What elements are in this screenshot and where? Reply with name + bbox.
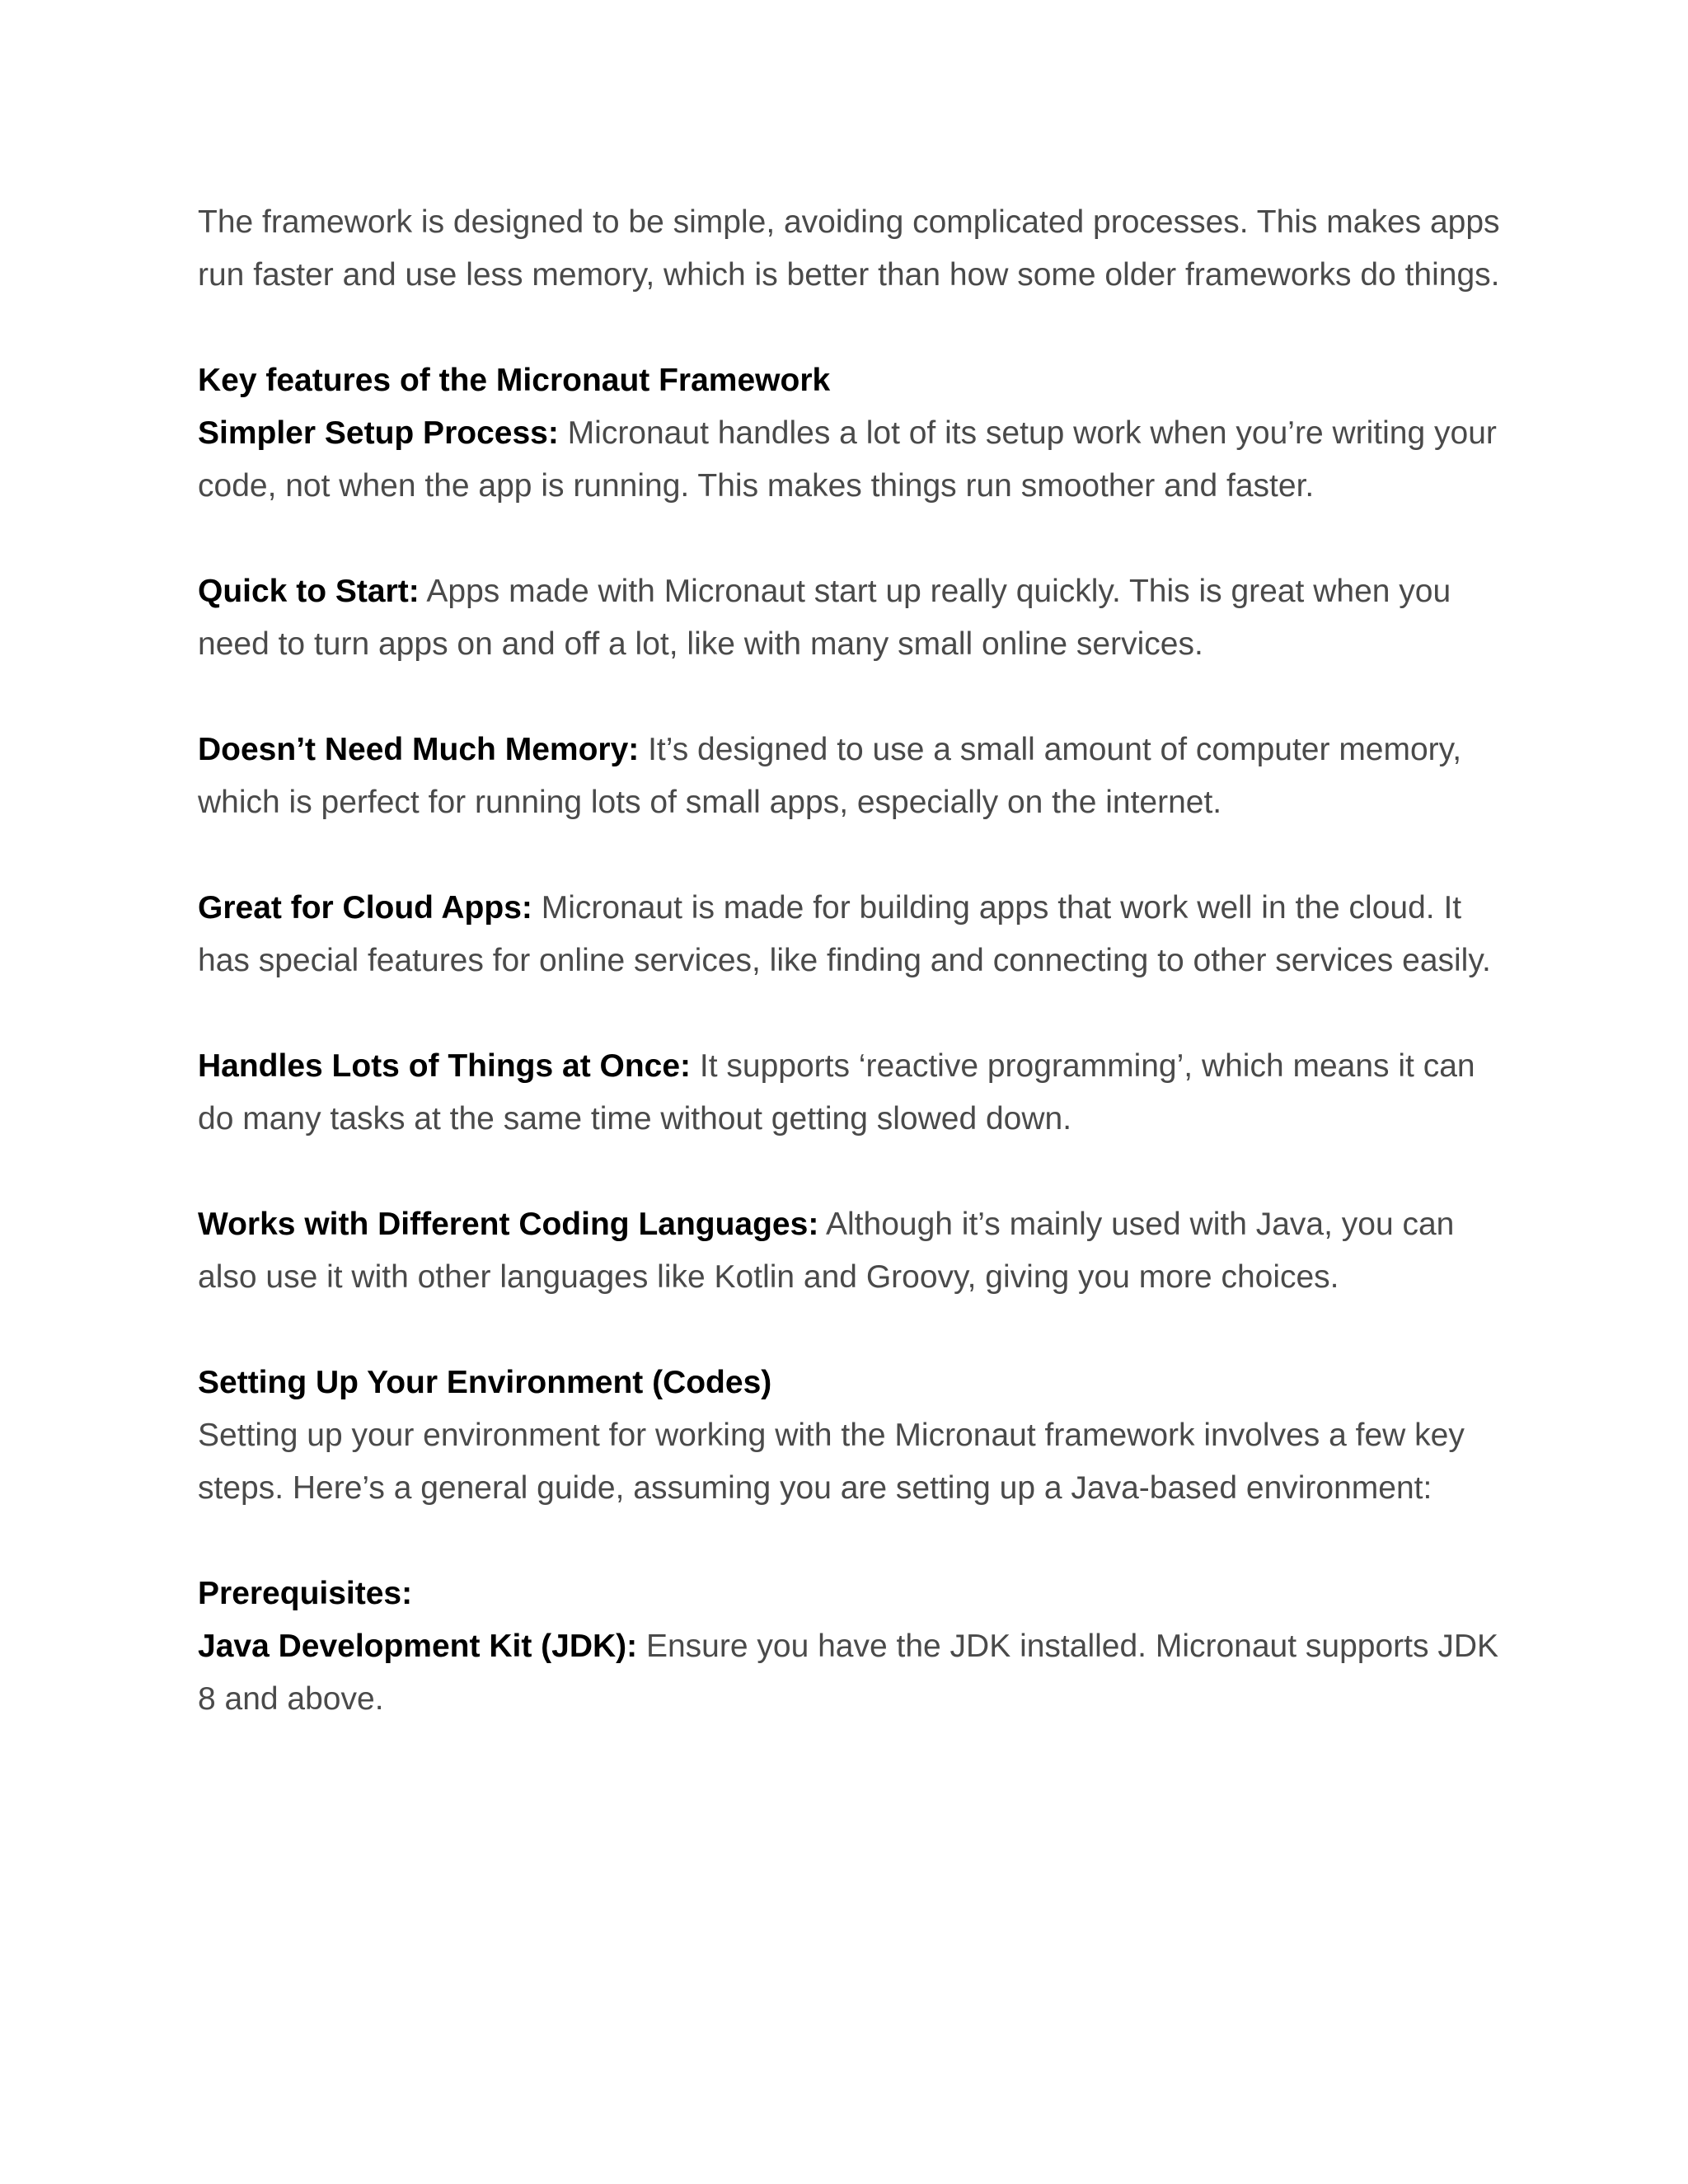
feature-cloud	[198, 882, 1508, 987]
intro-paragraph: The framework is designed to be simple, avoiding complicated processes. This makes apps run faster and use less memory, which is better than how some older frameworks do things.	[198, 204, 1500, 293]
feature-memory-title: Doesn’t Need Much Memory:	[198, 732, 640, 767]
feature-setup-text: Micronaut handles a lot of its setup work when you’re writing your code, not when the app is running. This makes things run smoother and faster.	[198, 415, 1497, 504]
spacer	[198, 829, 1508, 882]
spacer	[198, 1304, 1508, 1357]
feature-languages-text: Although it’s mainly used with Java, you can also use it with other languages like Kotlin and Groovy, giving you more choices.	[198, 1207, 1455, 1295]
feature-memory	[198, 724, 1508, 829]
feature-quick-start-text: Apps made with Micronaut start up really quickly. This is great when you need to turn apps on and off a lot, like with many small online services.	[198, 574, 1451, 662]
prereq-jdk-title: Java Development Kit (JDK):	[198, 1629, 638, 1664]
spacer	[198, 987, 1508, 1040]
setup-paragraph: Setting up your environment for working with the Micronaut framework involves a few key steps. Here’s a general guide, assuming you are setting up a Java-based environment:	[198, 1418, 1465, 1506]
feature-cloud-title: Great for Cloud Apps:	[198, 890, 532, 926]
feature-setup-title: Simpler Setup Process:	[198, 415, 559, 451]
feature-languages	[198, 1198, 1508, 1304]
spacer	[198, 513, 1508, 565]
setup-heading: Setting Up Your Environment (Codes)	[198, 1365, 772, 1400]
feature-cloud-text: Micronaut is made for building apps that work well in the cloud. It has special features for online services, like finding and connecting to other services easily.	[198, 890, 1491, 978]
features-heading: Key features of the Micronaut Framework	[198, 363, 831, 398]
spacer	[198, 1146, 1508, 1198]
spacer	[198, 302, 1508, 354]
feature-reactive-text: It supports ‘reactive programming’, which means it can do many tasks at the same time without getting slowed down.	[198, 1048, 1475, 1137]
feature-memory-text: It’s designed to use a small amount of computer memory, which is perfect for running lots of small apps, especially on the internet.	[198, 732, 1462, 820]
feature-quick-start	[198, 565, 1508, 671]
prereq-jdk-text: Ensure you have the JDK installed. Micronaut supports JDK 8 and above.	[198, 1629, 1498, 1717]
document-page	[198, 196, 1508, 1726]
feature-reactive-title: Handles Lots of Things at Once:	[198, 1048, 692, 1084]
spacer	[198, 671, 1508, 724]
prereq-jdk	[198, 1620, 1508, 1726]
feature-setup	[198, 407, 1508, 513]
feature-reactive	[198, 1040, 1508, 1146]
feature-languages-title: Works with Different Coding Languages:	[198, 1207, 819, 1242]
prerequisites-heading: Prerequisites:	[198, 1576, 413, 1611]
spacer	[198, 1515, 1508, 1568]
feature-quick-start-title: Quick to Start:	[198, 574, 420, 609]
